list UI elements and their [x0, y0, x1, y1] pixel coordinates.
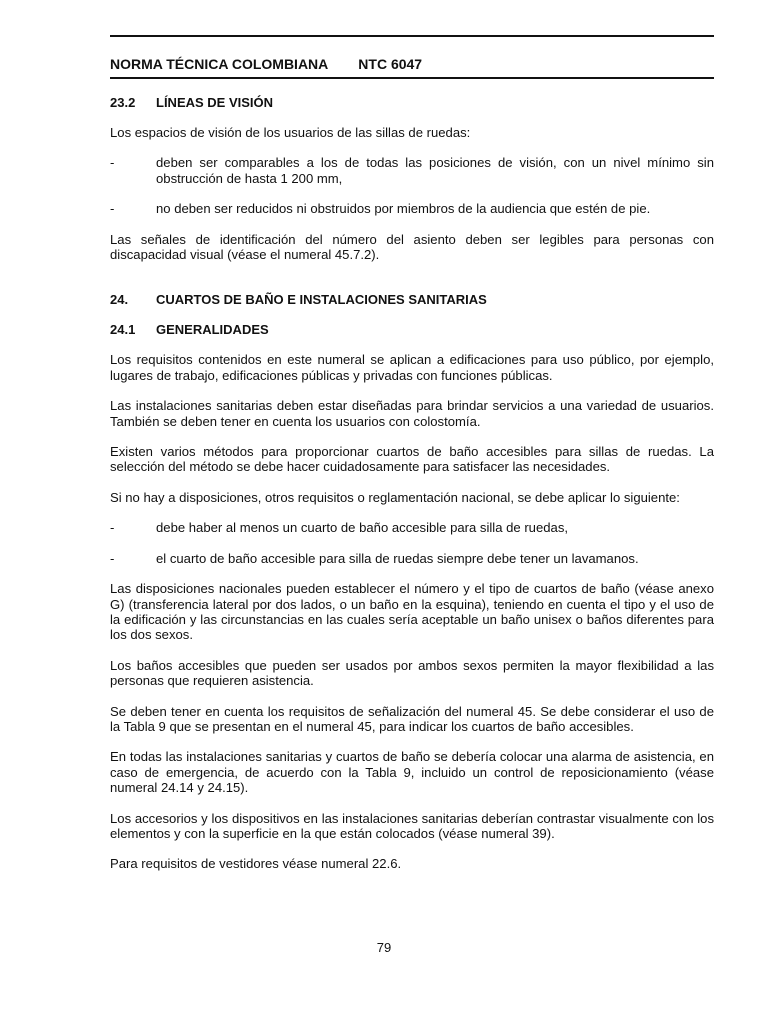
- header-standard-code: NTC 6047: [358, 56, 423, 72]
- list-item-text: no deben ser reducidos ni obstruidos por miembros de la audiencia que estén de pie.: [156, 201, 651, 217]
- list-dash: -: [110, 550, 115, 566]
- section-title: GENERALIDADES: [156, 322, 269, 338]
- list-dash: -: [110, 520, 115, 536]
- list-dash: -: [110, 201, 115, 217]
- section-24-heading: [110, 292, 714, 307]
- header-title: NORMA TÉCNICA COLOMBIANA: [110, 56, 329, 72]
- paragraph: Los accesorios y los dispositivos en las instalaciones sanitarias deberían contrastar visualmente con los elementos y con la superficie en la que están colocados (véase numeral 39).: [110, 810, 714, 841]
- paragraph: Se deben tener en cuenta los requisitos de señalización del numeral 45. Se debe considerar el uso de la Tabla 9 que se presentan en el numeral 45, para indicar los cuartos de baño accesibles.: [110, 703, 714, 734]
- section-number: 24.1: [110, 322, 136, 338]
- section-title: CUARTOS DE BAÑO E INSTALACIONES SANITARIAS: [156, 292, 487, 308]
- section-24-1-heading: [110, 322, 714, 337]
- header-bottom-rule: [110, 77, 714, 79]
- list-item: [110, 201, 714, 216]
- paragraph: Existen varios métodos para proporcionar cuartos de baño accesibles para sillas de ruedas. La selección del método se debe hacer cuidadosamente para satisfacer las necesidades.: [110, 444, 714, 475]
- paragraph: Si no hay a disposiciones, otros requisitos o reglamentación nacional, se debe aplicar lo siguiente:: [110, 489, 680, 505]
- section-23-2-heading: [110, 95, 714, 110]
- paragraph: Los baños accesibles que pueden ser usados por ambos sexos permiten la mayor flexibilidad a las personas que requieren asistencia.: [110, 657, 714, 689]
- page-body: [110, 95, 714, 872]
- paragraph: En todas las instalaciones sanitarias y cuartos de baño se debería colocar una alarma de asistencia, en caso de emergencia, de acuerdo con la Tabla 9, incluido un control de reposicionamiento (véase numeral 24.14 y 24.15).: [110, 749, 714, 796]
- paragraph: Los requisitos contenidos en este numeral se aplican a edificaciones para uso público, por ejemplo, lugares de trabajo, edificaciones públicas y privadas con funciones públicas.: [110, 352, 714, 383]
- list-item-text: deben ser comparables a los de todas las posiciones de visión, con un nivel mínimo sin obstrucción de hasta 1 200 mm,: [156, 155, 714, 186]
- paragraph: Las disposiciones nacionales pueden establecer el número y el tipo de cuartos de baño (véase anexo G) (transferencia lateral por dos lados, o un baño en la esquina), teniendo en cuenta el tipo y el uso de la edificación y las circunstancias en las cuales sería aceptable un baño unisex o baños diferentes para los dos sexos.: [110, 581, 714, 643]
- page-number: 79: [376, 940, 392, 955]
- list-item: [110, 155, 714, 186]
- section-23-2-intro: Los espacios de visión de los usuarios de las sillas de ruedas:: [110, 125, 471, 140]
- paragraph: Para requisitos de vestidores véase numeral 22.6.: [110, 856, 402, 872]
- list-item-text: debe haber al menos un cuarto de baño accesible para silla de ruedas,: [156, 520, 568, 536]
- running-header: [110, 56, 422, 72]
- section-number: 23.2: [110, 95, 136, 110]
- section-23-2-closing: Las señales de identificación del número del asiento deben ser legibles para personas con discapacidad visual (véase el numeral 45.7.2).: [110, 231, 714, 263]
- list-item: [110, 551, 714, 566]
- section-number: 24.: [110, 292, 129, 308]
- header-top-rule: [110, 35, 714, 37]
- list-item-text: el cuarto de baño accesible para silla de ruedas siempre debe tener un lavamanos.: [156, 550, 639, 566]
- section-title: LÍNEAS DE VISIÓN: [156, 95, 274, 110]
- list-item: [110, 520, 714, 535]
- list-dash: -: [110, 155, 115, 171]
- paragraph: Las instalaciones sanitarias deben estar diseñadas para brindar servicios a una variedad de usuarios. También se deben tener en cuenta los usuarios con colostomía.: [110, 398, 714, 429]
